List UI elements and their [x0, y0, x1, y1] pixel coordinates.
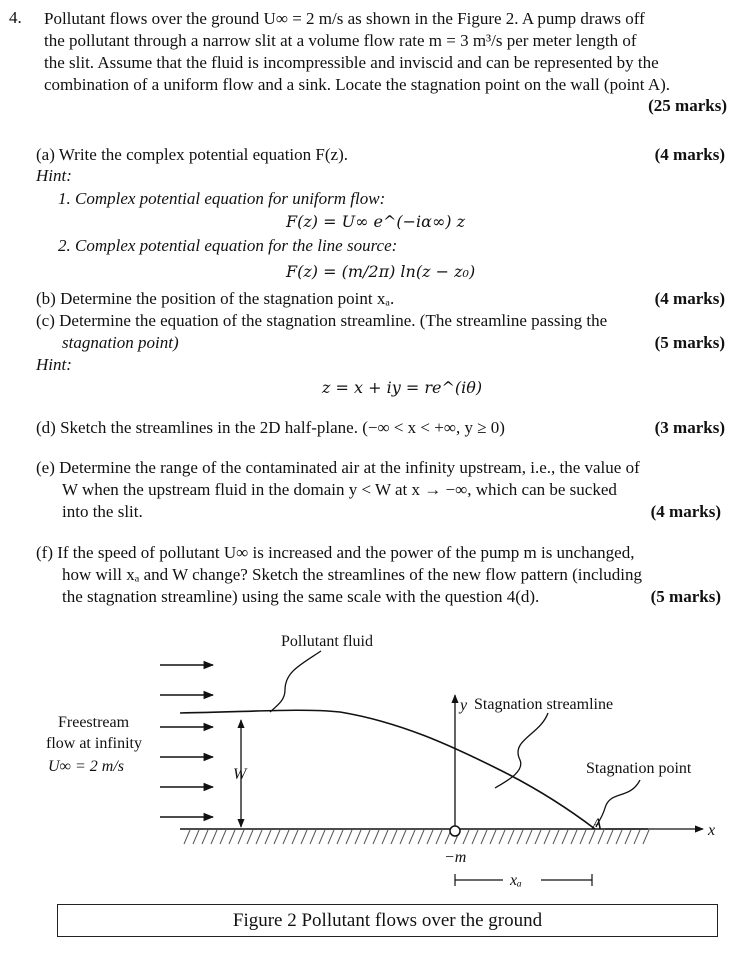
hint-label: Hint:: [36, 166, 72, 185]
hatch-mark: [319, 830, 325, 844]
hatch-mark: [553, 830, 559, 844]
freestream-label-3: U∞ = 2 m/s: [48, 758, 124, 775]
hatch-mark: [562, 830, 568, 844]
hatch-mark: [364, 830, 370, 844]
hatch-mark: [256, 830, 262, 844]
part-b-text: (b) Determine the position of the stagnation point xₐ.: [36, 289, 395, 308]
sink-point: [450, 826, 460, 836]
part-f-line-1: (f) If the speed of pollutant U∞ is increased and the power of the pump m is unchanged,: [36, 543, 635, 562]
freestream-label-2: flow at infinity: [46, 735, 142, 752]
hatch-mark: [580, 830, 586, 844]
hatch-mark: [211, 830, 217, 844]
hint-label-2: Hint:: [36, 355, 72, 374]
hatch-mark: [418, 830, 424, 844]
part-e-line-2: W when the upstream fluid in the domain y < W at x → −∞, which can be sucked: [62, 480, 617, 499]
sink-label: −m: [444, 849, 467, 866]
equation-line-source: F(z) = (m/2π) ln(z − z₀): [286, 262, 476, 281]
hatch-mark: [643, 830, 649, 844]
stagnation-point-leader: [596, 780, 640, 827]
part-e-line-3: into the slit.: [62, 502, 143, 521]
hatch-mark: [310, 830, 316, 844]
hatch-mark: [184, 830, 190, 844]
hatch-mark: [490, 830, 496, 844]
stagnation-streamline-label: Stagnation streamline: [474, 696, 614, 713]
hatch-mark: [472, 830, 478, 844]
hatch-mark: [625, 830, 631, 844]
xa-label: xₐ: [510, 872, 522, 889]
part-e-line-1: (e) Determine the range of the contaminated air at the infinity upstream, i.e., the value of: [36, 458, 640, 477]
hatch-mark: [427, 830, 433, 844]
hatch-mark: [508, 830, 514, 844]
hatch-mark: [616, 830, 622, 844]
hatch-mark: [292, 830, 298, 844]
hatch-mark: [220, 830, 226, 844]
part-f-marks: (5 marks): [650, 587, 721, 606]
ground-hatching: [184, 830, 649, 844]
freestream-arrows: [160, 665, 213, 817]
equation-complex-coordinate: z = x + iy = re^(iθ): [322, 378, 483, 397]
hatch-mark: [283, 830, 289, 844]
x-axis-label: x: [708, 822, 716, 839]
figure-caption: Figure 2 Pollutant flows over the ground: [57, 904, 718, 937]
hatch-mark: [634, 830, 640, 844]
hatch-mark: [247, 830, 253, 844]
hatch-mark: [517, 830, 523, 844]
hatch-mark: [607, 830, 613, 844]
intro-line-2: the pollutant through a narrow slit at a volume flow rate m = 3 m³/s per meter length of: [44, 31, 637, 50]
part-b-marks: (4 marks): [654, 289, 725, 308]
hatch-mark: [328, 830, 334, 844]
part-f-line-3: the stagnation streamline) using the same scale with the question 4(d).: [62, 587, 540, 606]
hatch-mark: [463, 830, 469, 844]
hatch-mark: [337, 830, 343, 844]
hatch-mark: [355, 830, 361, 844]
hatch-mark: [400, 830, 406, 844]
hatch-mark: [481, 830, 487, 844]
part-e-marks: (4 marks): [650, 502, 721, 521]
hatch-mark: [265, 830, 271, 844]
hatch-mark: [391, 830, 397, 844]
stagnation-point-label: Stagnation point: [586, 760, 692, 777]
point-a-label: A: [592, 816, 602, 833]
hatch-mark: [301, 830, 307, 844]
hatch-mark: [571, 830, 577, 844]
pollutant-label: Pollutant fluid: [281, 633, 373, 650]
part-c-marks: (5 marks): [654, 333, 725, 352]
part-c-line-2: stagnation point): [62, 333, 179, 352]
part-a-marks: (4 marks): [654, 145, 725, 164]
hatch-mark: [229, 830, 235, 844]
question-number: 4.: [9, 8, 22, 27]
hatch-mark: [544, 830, 550, 844]
hint-1: 1. Complex potential equation for uniform flow:: [58, 189, 386, 208]
y-axis-label: y: [460, 697, 468, 714]
hatch-mark: [202, 830, 208, 844]
intro-line-3: the slit. Assume that the fluid is incompressible and inviscid and can be represented by the: [44, 53, 659, 72]
part-f-line-2: how will xₐ and W change? Sketch the streamlines of the new flow pattern (including: [62, 565, 642, 584]
hatch-mark: [409, 830, 415, 844]
pollutant-leader: [270, 651, 321, 712]
part-a-text: (a) Write the complex potential equation F(z).: [36, 145, 348, 164]
hatch-mark: [382, 830, 388, 844]
xa-label-bg: [503, 870, 541, 890]
equation-uniform-flow: F(z) = U∞ e^(−iα∞) z: [286, 212, 466, 231]
intro-line-1: Pollutant flows over the ground U∞ = 2 m/s as shown in the Figure 2. A pump draws off: [44, 9, 645, 28]
part-c-line-1: (c) Determine the equation of the stagnation streamline. (The streamline passing the: [36, 311, 608, 330]
total-marks: (25 marks): [648, 96, 727, 115]
hatch-mark: [499, 830, 505, 844]
part-d-text: (d) Sketch the streamlines in the 2D half-plane. (−∞ < x < +∞, y ≥ 0): [36, 418, 505, 437]
hatch-mark: [436, 830, 442, 844]
hatch-mark: [373, 830, 379, 844]
hatch-mark: [193, 830, 199, 844]
streamline-leader: [495, 713, 548, 788]
w-label: W: [233, 766, 247, 783]
freestream-label-1: Freestream: [58, 714, 130, 731]
hatch-mark: [346, 830, 352, 844]
hint-2: 2. Complex potential equation for the line source:: [58, 236, 398, 255]
intro-line-4: combination of a uniform flow and a sink. Locate the stagnation point on the wall (point A).: [44, 75, 671, 94]
hatch-mark: [238, 830, 244, 844]
hatch-mark: [535, 830, 541, 844]
hatch-mark: [526, 830, 532, 844]
hatch-mark: [274, 830, 280, 844]
part-d-marks: (3 marks): [654, 418, 725, 437]
